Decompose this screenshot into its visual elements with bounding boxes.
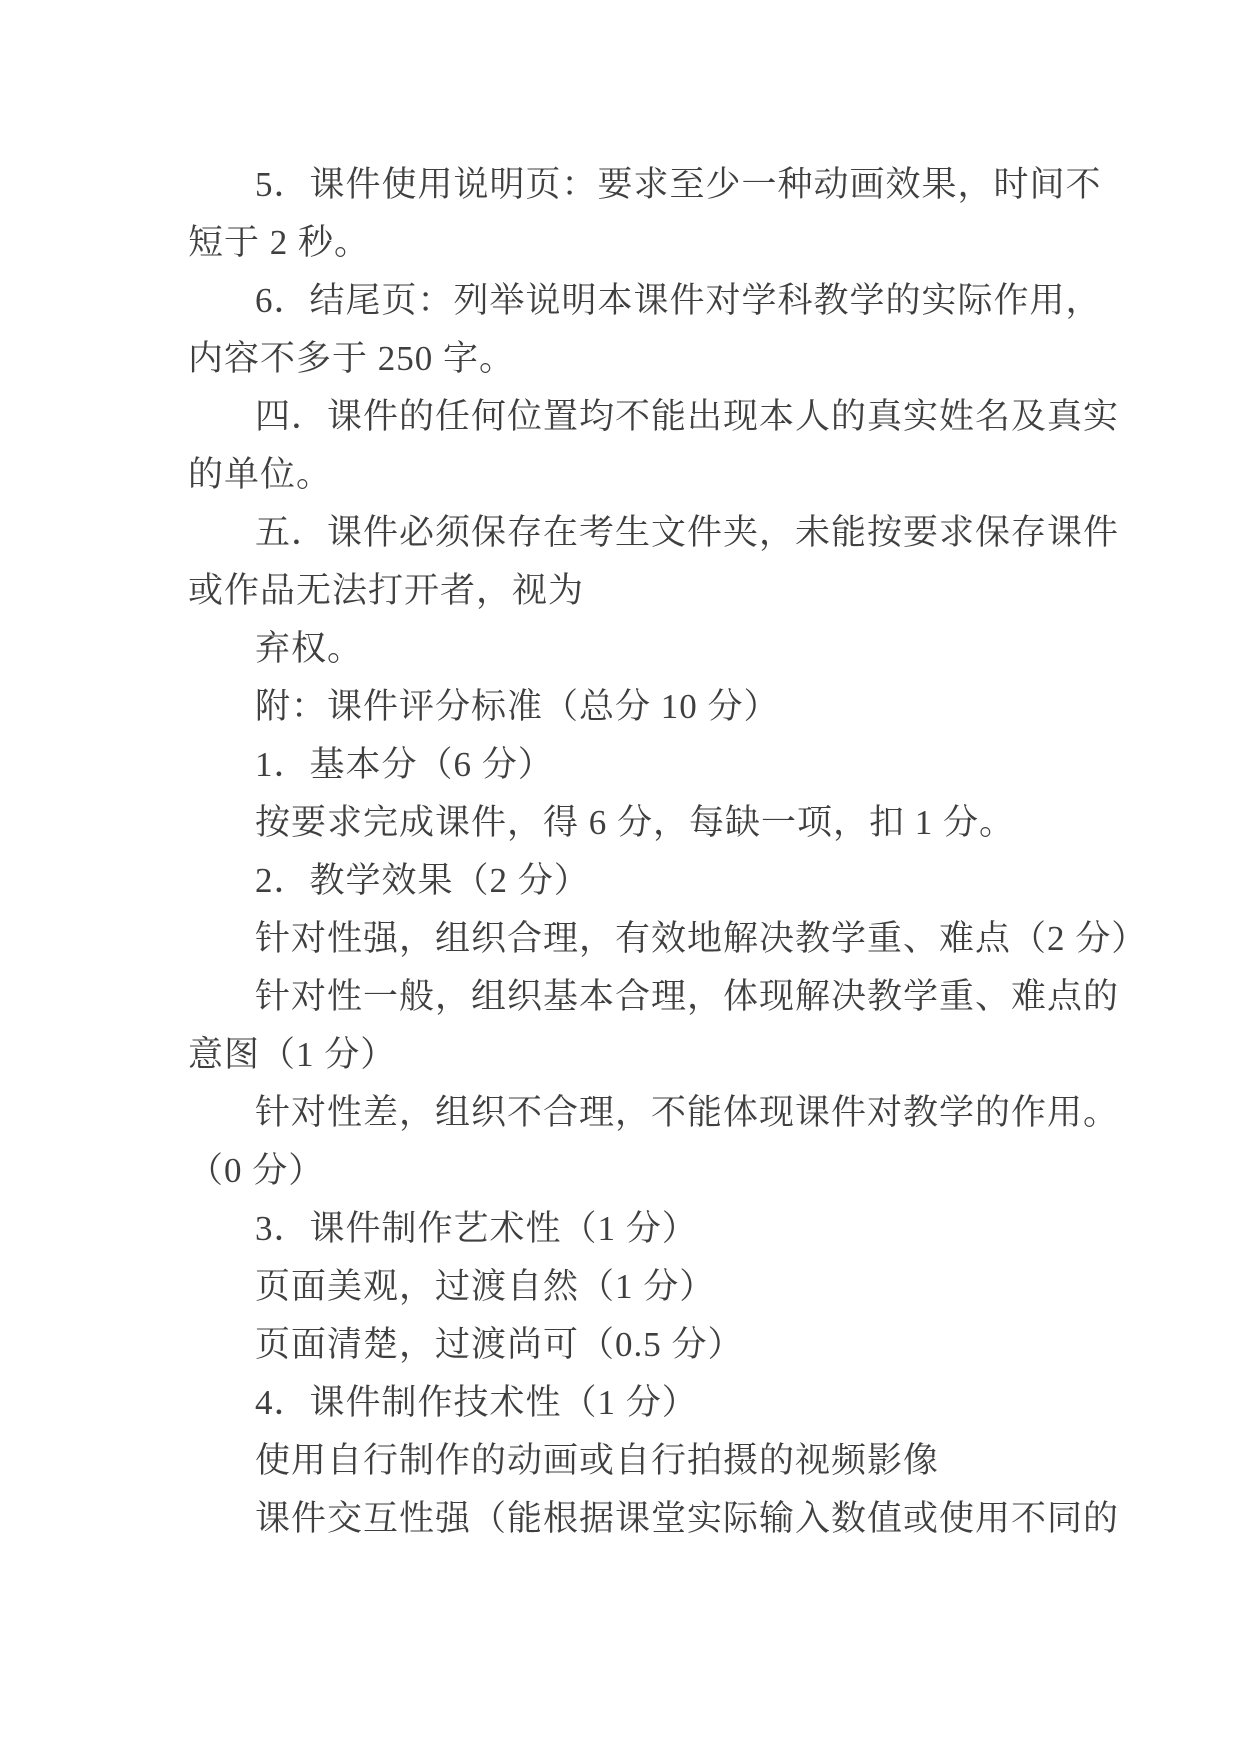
text-line: 意图（1 分） (188, 1035, 397, 1074)
text-line: 短于 2 秒。 (188, 223, 371, 262)
text-line: 4．课件制作技术性（1 分） (255, 1383, 698, 1422)
text-line: 课件交互性强（能根据课堂实际输入数值或使用不同的 (255, 1499, 1120, 1538)
text-line: 弃权。 (255, 629, 364, 668)
text-line: 按要求完成课件，得 6 分，每缺一项，扣 1 分。 (255, 803, 1016, 842)
text-line: 6．结尾页：列举说明本课件对学科教学的实际作用， (255, 281, 1102, 320)
text-line: 5．课件使用说明页：要求至少一种动画效果，时间不 (255, 165, 1102, 204)
text-line: 针对性强，组织合理，有效地解决教学重、难点（2 分） (255, 919, 1148, 958)
text-line: 针对性差，组织不合理，不能体现课件对教学的作用。 (255, 1093, 1120, 1132)
text-line: 1．基本分（6 分） (255, 745, 554, 784)
text-line: 2．教学效果（2 分） (255, 861, 590, 900)
text-line: 页面美观，过渡自然（1 分） (255, 1267, 716, 1306)
text-line: （0 分） (188, 1151, 325, 1190)
text-line: 附：课件评分标准（总分 10 分） (255, 687, 780, 726)
text-line: 四．课件的任何位置均不能出现本人的真实姓名及真实 (255, 397, 1120, 436)
text-line: 针对性一般，组织基本合理，体现解决教学重、难点的 (255, 977, 1120, 1016)
text-line: 使用自行制作的动画或自行拍摄的视频影像 (255, 1441, 940, 1480)
text-line: 五．课件必须保存在考生文件夹，未能按要求保存课件 (255, 513, 1120, 552)
text-line: 页面清楚，过渡尚可（0.5 分） (255, 1325, 744, 1364)
text-line: 内容不多于 250 字。 (188, 339, 516, 378)
text-line: 3．课件制作艺术性（1 分） (255, 1209, 698, 1248)
text-line: 的单位。 (188, 455, 333, 494)
text-line: 或作品无法打开者，视为 (188, 571, 585, 610)
